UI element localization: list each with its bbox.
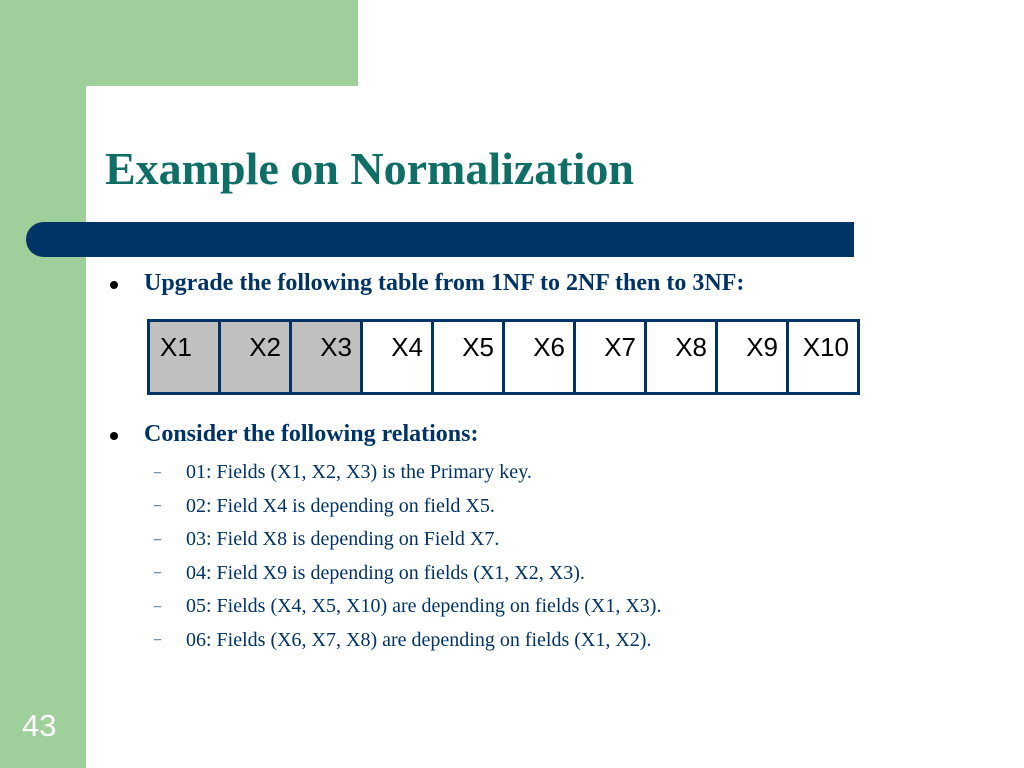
relation-text: 05: Fields (X4, X5, X10) are depending on fields (X1, X3). bbox=[186, 595, 662, 618]
relation-text: 03: Field X8 is depending on Field X7. bbox=[186, 528, 500, 551]
table-cell-x5: X5 bbox=[433, 321, 504, 394]
table-cell-x7: X7 bbox=[575, 321, 646, 394]
bullet-dot bbox=[110, 432, 118, 440]
table-row bbox=[149, 321, 859, 394]
table-cell-x1: X1 bbox=[149, 321, 220, 394]
slide-title: Example on Normalization bbox=[105, 143, 634, 194]
dash-marker: – bbox=[154, 464, 161, 480]
table-cell-x3: X3 bbox=[291, 321, 362, 394]
green-left-sidebar bbox=[0, 0, 86, 768]
title-underline-bar bbox=[26, 222, 854, 257]
table-cell-x6: X6 bbox=[504, 321, 575, 394]
dash-marker: – bbox=[154, 498, 161, 514]
bullet-relations-text: Consider the following relations: bbox=[144, 421, 479, 447]
list-item bbox=[154, 523, 661, 557]
bullet-dot bbox=[110, 281, 118, 289]
bullet-upgrade-text: Upgrade the following table from 1NF to 2NF then to 3NF: bbox=[144, 270, 745, 296]
relation-text: 06: Fields (X6, X7, X8) are depending on fields (X1, X2). bbox=[186, 628, 652, 651]
table-cell-x9: X9 bbox=[717, 321, 788, 394]
table-cell-x8: X8 bbox=[646, 321, 717, 394]
table-cell-x2: X2 bbox=[220, 321, 291, 394]
list-item bbox=[154, 624, 661, 658]
list-item bbox=[154, 490, 661, 524]
list-item bbox=[154, 557, 661, 591]
dash-marker: – bbox=[154, 531, 161, 547]
table-cell-x10: X10 bbox=[788, 321, 859, 394]
relation-text: 01: Fields (X1, X2, X3) is the Primary key. bbox=[186, 461, 532, 484]
page-number: 43 bbox=[22, 708, 57, 743]
list-item bbox=[154, 590, 661, 624]
table-cell-x4: X4 bbox=[362, 321, 433, 394]
relation-text: 04: Field X9 is depending on fields (X1, X2, X3). bbox=[186, 561, 585, 584]
dash-marker: – bbox=[154, 632, 161, 648]
fields-table bbox=[147, 319, 860, 395]
relation-text: 02: Field X4 is depending on field X5. bbox=[186, 494, 495, 517]
dash-marker: – bbox=[154, 565, 161, 581]
dash-marker: – bbox=[154, 598, 161, 614]
list-item bbox=[154, 456, 661, 490]
relations-list bbox=[154, 456, 661, 657]
